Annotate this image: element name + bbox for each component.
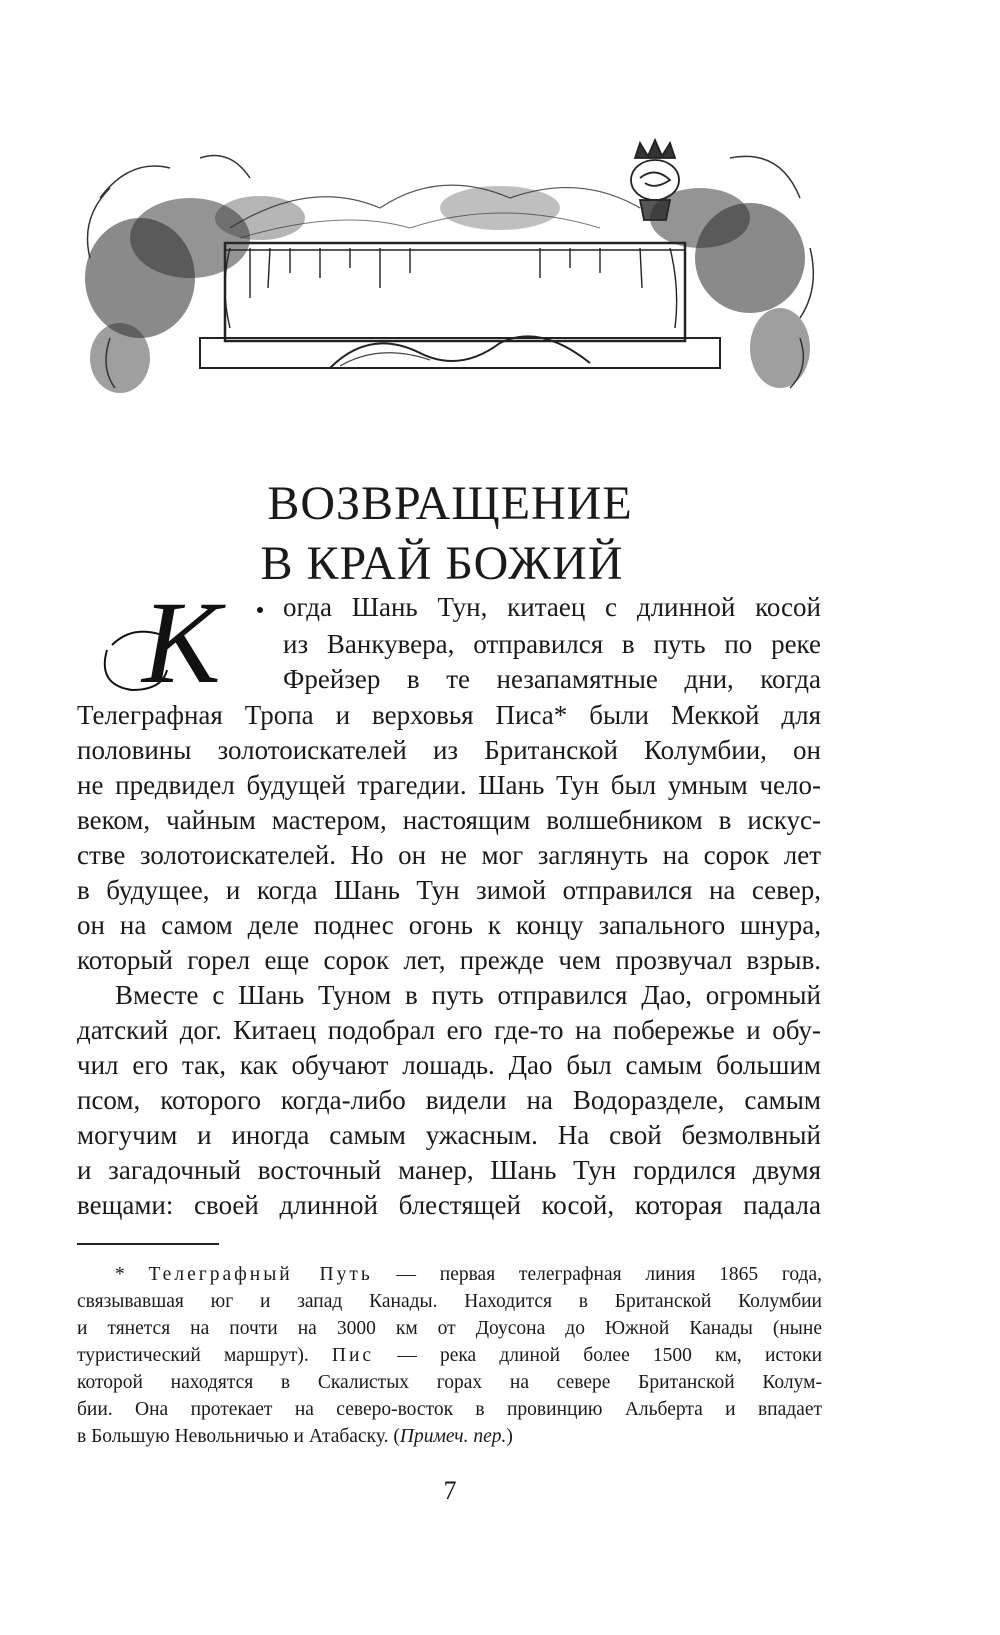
dropcap-glyph: K	[142, 590, 221, 698]
footnote-text: туристический маршрут).	[77, 1345, 332, 1366]
body-line: огда Шань Тун, китаец с длинной косой	[283, 592, 821, 622]
footnote-line-3: и тянется на почти на 3000 км от Доусона до Южной Канады (ныне	[77, 1318, 822, 1339]
footnote-line-4	[77, 1343, 822, 1369]
footnote-translator-note: Примеч. пер.	[399, 1426, 507, 1447]
body-line: датский дог. Китаец подобрал его где-то на побережье и обу-	[77, 1015, 821, 1045]
body-line: Фрейзер в те незапамятные дни, когда	[283, 664, 821, 694]
footnote-line-6: бии. Она протекает на северо-восток в провинцию Альберта и впадает	[77, 1399, 822, 1420]
chapter-title-line-2: В КРАЙ БОЖИЙ	[260, 537, 624, 590]
footnote-line-5: которой находятся в Скалистых горах на севере Британской Колум-	[77, 1372, 822, 1393]
body-line: половины золотоискателей из Британской Колумбии, он	[77, 735, 821, 765]
body-line: в будущее, и когда Шань Тун зимой отправился на север,	[77, 875, 821, 905]
body-line: не предвидел будущей трагедии. Шань Тун был умным чело-	[77, 770, 821, 800]
body-line: Телеграфная Тропа и верховья Писа* были Меккой для	[77, 700, 821, 730]
dropcap-letter	[92, 590, 277, 698]
chapter-header-ornament	[80, 138, 820, 398]
footnote-text: — первая телеграфная линия 1865 года,	[372, 1264, 823, 1285]
footnote-term: Пис	[331, 1345, 375, 1366]
footnote-text: — река длиной более 1500 км, истоки	[374, 1345, 823, 1366]
footnote-term: Телеграфный Путь	[148, 1264, 373, 1285]
body-line: стве золотоискателей. Но он не мог заглянуть на сорок лет	[77, 840, 821, 870]
footnote-line-1	[115, 1262, 822, 1288]
body-line: из Ванкувера, отправился в путь по реке	[283, 629, 821, 659]
footnote-line-7	[77, 1424, 822, 1450]
footnote-line-2: связывавшая юг и запад Канады. Находится в Британской Колумбии	[77, 1291, 822, 1312]
body-line: чил его так, как обучают лошадь. Дао был самым большим	[77, 1050, 821, 1080]
page-number: 7	[443, 1476, 457, 1505]
footnote-divider	[77, 1243, 219, 1245]
body-line: могучим и иногда самым ужасным. На свой безмолвный	[77, 1120, 821, 1150]
body-line: вещами: своей длинной блестящей косой, которая падала	[77, 1190, 821, 1220]
body-line: который горел еще сорок лет, прежде чем прозвучал взрыв.	[77, 945, 821, 975]
footnote-text: в Большую Невольничью и Атабаску. (	[77, 1426, 400, 1447]
footnote-marker: *	[115, 1264, 125, 1285]
chapter-title-line-1: ВОЗВРАЩЕНИЕ	[267, 477, 633, 530]
body-line: псом, которого когда-либо видели на Водоразделе, самым	[77, 1085, 821, 1115]
body-line: и загадочный восточный манер, Шань Тун гордился двумя	[77, 1155, 821, 1185]
body-line: Вместе с Шань Туном в путь отправился Дао, огромный	[115, 980, 821, 1010]
body-line: веком, чайным мастером, настоящим волшебником в искус-	[77, 805, 821, 835]
footnote-text: )	[506, 1426, 513, 1447]
body-line: он на самом деле поднес огонь к концу запального шнура,	[77, 910, 821, 940]
